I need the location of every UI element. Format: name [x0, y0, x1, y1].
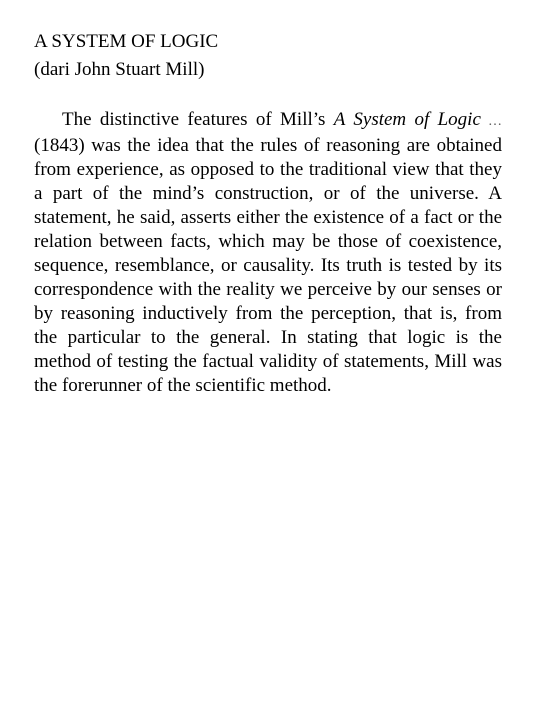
paragraph-lead: The distinctive features of Mill’s — [62, 109, 334, 130]
document-subtitle: (dari John Stuart Mill) — [34, 59, 205, 80]
body-paragraph — [34, 108, 502, 398]
paragraph-ellipsis: … — [480, 114, 502, 129]
book-title: A System of Logic — [333, 109, 481, 130]
document-title: A SYSTEM OF LOGIC — [34, 31, 219, 52]
document-page — [34, 28, 502, 398]
paragraph-rest: (1843) was the idea that the rules of reasoning are obtained from experience, as opposed to the traditional view that they a part of the mind’s construction, or of the universe. A statement, he said, asserts either the existence of a fact or the relation between facts, which may be those of coexistence, sequence, resemblance, or causality. Its truth is tested by its correspondence with the reality we perceive by our senses or by reasoning inductively from the perception, that is, from the particular to the general. In stating that logic is the method of testing the factual validity of statements, Mill was the forerunner of the scientific method. — [34, 135, 502, 396]
